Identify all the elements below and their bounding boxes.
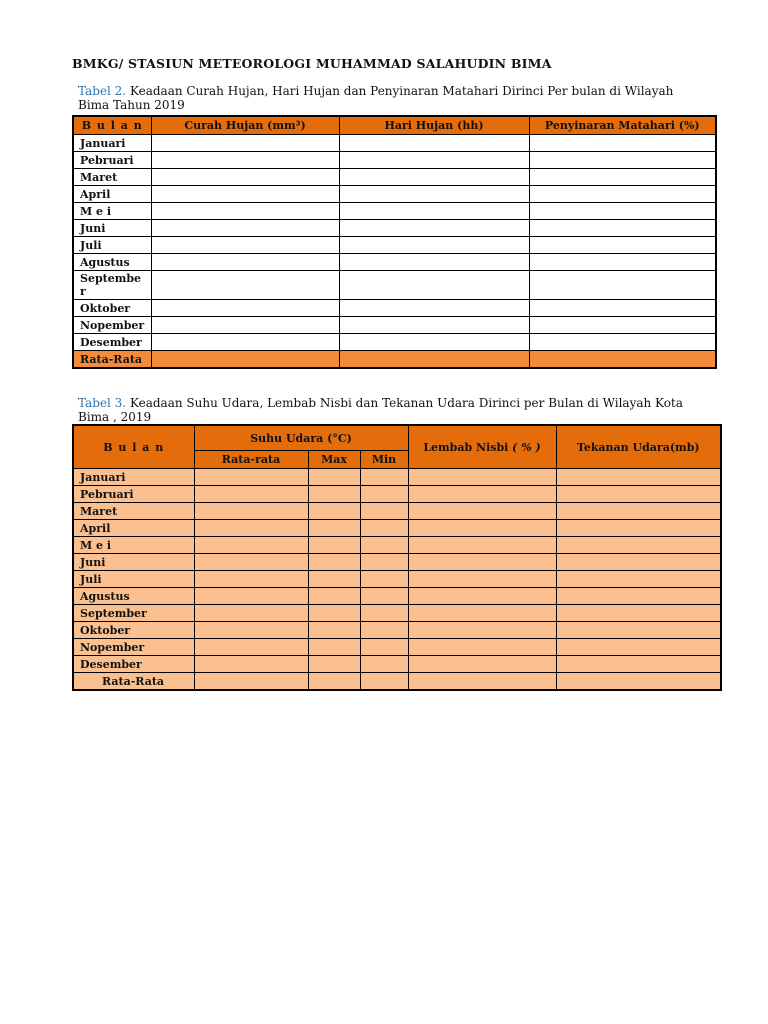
- data-cell: [151, 152, 339, 169]
- data-cell: [308, 469, 360, 486]
- data-cell: [529, 351, 716, 369]
- data-cell: [194, 520, 308, 537]
- month-cell: Oktober: [73, 622, 194, 639]
- data-cell: [529, 237, 716, 254]
- table-row: [73, 537, 721, 554]
- table-row: [73, 554, 721, 571]
- month-cell: Januari: [73, 469, 194, 486]
- table-row: [73, 186, 716, 203]
- data-cell: [408, 571, 556, 588]
- table2-header-hari-hujan: Hari Hujan (hh): [339, 116, 529, 135]
- month-cell: M e i: [73, 203, 151, 220]
- data-cell: [556, 520, 721, 537]
- table-row: [73, 571, 721, 588]
- table2-header-curah-hujan: Curah Hujan (mm³): [151, 116, 339, 135]
- data-cell: [408, 656, 556, 673]
- data-cell: [408, 486, 556, 503]
- table2-rainfall: [72, 115, 717, 369]
- data-cell: [194, 605, 308, 622]
- table3-header-max: Max: [308, 451, 360, 469]
- data-cell: [151, 203, 339, 220]
- data-cell: [529, 300, 716, 317]
- data-cell: [194, 571, 308, 588]
- table-row: [73, 169, 716, 186]
- month-cell: Januari: [73, 135, 151, 152]
- data-cell: [194, 503, 308, 520]
- data-cell: [308, 554, 360, 571]
- table-row: [73, 300, 716, 317]
- month-cell: Maret: [73, 503, 194, 520]
- month-cell: Agustus: [73, 254, 151, 271]
- data-cell: [529, 135, 716, 152]
- data-cell: [556, 503, 721, 520]
- month-cell: September: [73, 605, 194, 622]
- data-cell: [339, 351, 529, 369]
- table-row: [73, 220, 716, 237]
- data-cell: [339, 135, 529, 152]
- data-cell: [194, 588, 308, 605]
- data-cell: [408, 588, 556, 605]
- data-cell: [151, 135, 339, 152]
- data-cell: [308, 656, 360, 673]
- data-cell: [529, 186, 716, 203]
- data-cell: [194, 673, 308, 691]
- table-row: [73, 605, 721, 622]
- data-cell: [529, 169, 716, 186]
- data-cell: [360, 605, 408, 622]
- table-row: [73, 656, 721, 673]
- data-cell: [360, 503, 408, 520]
- data-cell: [556, 605, 721, 622]
- data-cell: [194, 486, 308, 503]
- data-cell: [408, 673, 556, 691]
- data-cell: [194, 639, 308, 656]
- data-cell: [151, 254, 339, 271]
- month-cell: April: [73, 520, 194, 537]
- table2-caption-text: Keadaan Curah Hujan, Hari Hujan dan Penyinaran Matahari Dirinci Per bulan di Wilayah Bima Tahun 2019: [78, 84, 674, 112]
- data-cell: [529, 152, 716, 169]
- month-cell: Nopember: [73, 317, 151, 334]
- data-cell: [194, 469, 308, 486]
- data-cell: [339, 254, 529, 271]
- data-cell: [529, 271, 716, 300]
- data-cell: [408, 622, 556, 639]
- data-cell: [151, 334, 339, 351]
- table-row: [73, 588, 721, 605]
- data-cell: [308, 639, 360, 656]
- table2-header-row: [73, 116, 716, 135]
- table2-label: Tabel 2.: [78, 84, 127, 98]
- data-cell: [360, 656, 408, 673]
- data-cell: [360, 554, 408, 571]
- table3-caption: [78, 396, 708, 424]
- data-cell: [339, 334, 529, 351]
- data-cell: [194, 537, 308, 554]
- data-cell: [339, 186, 529, 203]
- data-cell: [339, 300, 529, 317]
- table3-header-lembab: [408, 425, 556, 469]
- table-row: [73, 203, 716, 220]
- table2-total-row: [73, 351, 716, 369]
- data-cell: [151, 351, 339, 369]
- table3-header-rata: Rata-rata: [194, 451, 308, 469]
- data-cell: [529, 254, 716, 271]
- data-cell: [529, 317, 716, 334]
- data-cell: [529, 203, 716, 220]
- data-cell: [556, 469, 721, 486]
- table-row: [73, 520, 721, 537]
- table-row: [73, 639, 721, 656]
- data-cell: [360, 639, 408, 656]
- data-cell: [408, 537, 556, 554]
- data-cell: [308, 622, 360, 639]
- table-row: [73, 317, 716, 334]
- data-cell: [194, 554, 308, 571]
- table-row: [73, 469, 721, 486]
- table3-header-bulan: B u l a n: [73, 425, 194, 469]
- table-row: [73, 622, 721, 639]
- data-cell: [360, 520, 408, 537]
- data-cell: [556, 571, 721, 588]
- data-cell: [339, 152, 529, 169]
- data-cell: [151, 220, 339, 237]
- month-cell: Juni: [73, 220, 151, 237]
- data-cell: [408, 520, 556, 537]
- table2-header-bulan: B u l a n: [73, 116, 151, 135]
- month-cell: Pebruari: [73, 152, 151, 169]
- data-cell: [360, 571, 408, 588]
- month-cell: Desember: [73, 656, 194, 673]
- data-cell: [339, 317, 529, 334]
- table-row: [73, 135, 716, 152]
- data-cell: [308, 486, 360, 503]
- month-cell: Juli: [73, 571, 194, 588]
- table-row: [73, 271, 716, 300]
- month-cell: September: [73, 271, 151, 300]
- data-cell: [151, 271, 339, 300]
- month-cell: Maret: [73, 169, 151, 186]
- table3-header-row: [73, 425, 721, 451]
- data-cell: [556, 554, 721, 571]
- table3-label: Tabel 3.: [78, 396, 127, 410]
- table3-caption-text: Keadaan Suhu Udara, Lembab Nisbi dan Tekanan Udara Dirinci per Bulan di Wilayah Kota Bima , 2019: [78, 396, 683, 424]
- table3-header-min: Min: [360, 451, 408, 469]
- data-cell: [151, 317, 339, 334]
- table3-header-tekanan: Tekanan Udara(mb): [556, 425, 721, 469]
- table-row: [73, 237, 716, 254]
- data-cell: [360, 486, 408, 503]
- month-cell: Desember: [73, 334, 151, 351]
- data-cell: [308, 537, 360, 554]
- data-cell: [360, 622, 408, 639]
- data-cell: [339, 237, 529, 254]
- table-row: [73, 334, 716, 351]
- month-cell: Pebruari: [73, 486, 194, 503]
- table-row: [73, 152, 716, 169]
- data-cell: [556, 673, 721, 691]
- data-cell: [556, 486, 721, 503]
- data-cell: [339, 220, 529, 237]
- data-cell: [308, 588, 360, 605]
- data-cell: [151, 300, 339, 317]
- data-cell: [151, 169, 339, 186]
- table3-temperature: [72, 424, 722, 691]
- data-cell: [308, 673, 360, 691]
- data-cell: [556, 588, 721, 605]
- month-cell: April: [73, 186, 151, 203]
- table3-header-suhu: Suhu Udara (°C): [194, 425, 408, 451]
- data-cell: [308, 520, 360, 537]
- table-row: [73, 254, 716, 271]
- table3-header-lembab-unit: ( % ): [512, 440, 541, 454]
- data-cell: [529, 334, 716, 351]
- data-cell: [339, 203, 529, 220]
- data-cell: [308, 605, 360, 622]
- month-cell: M e i: [73, 537, 194, 554]
- data-cell: [556, 622, 721, 639]
- month-cell: Oktober: [73, 300, 151, 317]
- data-cell: [408, 639, 556, 656]
- table3-total-label: Rata-Rata: [73, 673, 194, 691]
- data-cell: [556, 639, 721, 656]
- data-cell: [151, 186, 339, 203]
- table2-header-penyinaran: Penyinaran Matahari (%): [529, 116, 716, 135]
- data-cell: [360, 588, 408, 605]
- page-heading: BMKG/ STASIUN METEOROLOGI MUHAMMAD SALAHUDIN BIMA: [72, 56, 552, 71]
- data-cell: [339, 271, 529, 300]
- data-cell: [408, 469, 556, 486]
- data-cell: [308, 503, 360, 520]
- data-cell: [408, 554, 556, 571]
- table2-caption: [78, 84, 708, 112]
- table3-total-row: [73, 673, 721, 691]
- month-cell: Nopember: [73, 639, 194, 656]
- table3-header-lembab-text: Lembab Nisbi: [423, 440, 513, 454]
- data-cell: [360, 469, 408, 486]
- month-cell: Juni: [73, 554, 194, 571]
- month-cell: Juli: [73, 237, 151, 254]
- data-cell: [408, 605, 556, 622]
- data-cell: [194, 656, 308, 673]
- data-cell: [529, 220, 716, 237]
- table2-total-label: Rata-Rata: [73, 351, 151, 369]
- data-cell: [408, 503, 556, 520]
- data-cell: [360, 673, 408, 691]
- data-cell: [151, 237, 339, 254]
- table-row: [73, 503, 721, 520]
- month-cell: Agustus: [73, 588, 194, 605]
- data-cell: [308, 571, 360, 588]
- data-cell: [360, 537, 408, 554]
- data-cell: [556, 537, 721, 554]
- data-cell: [194, 622, 308, 639]
- table-row: [73, 486, 721, 503]
- data-cell: [339, 169, 529, 186]
- data-cell: [556, 656, 721, 673]
